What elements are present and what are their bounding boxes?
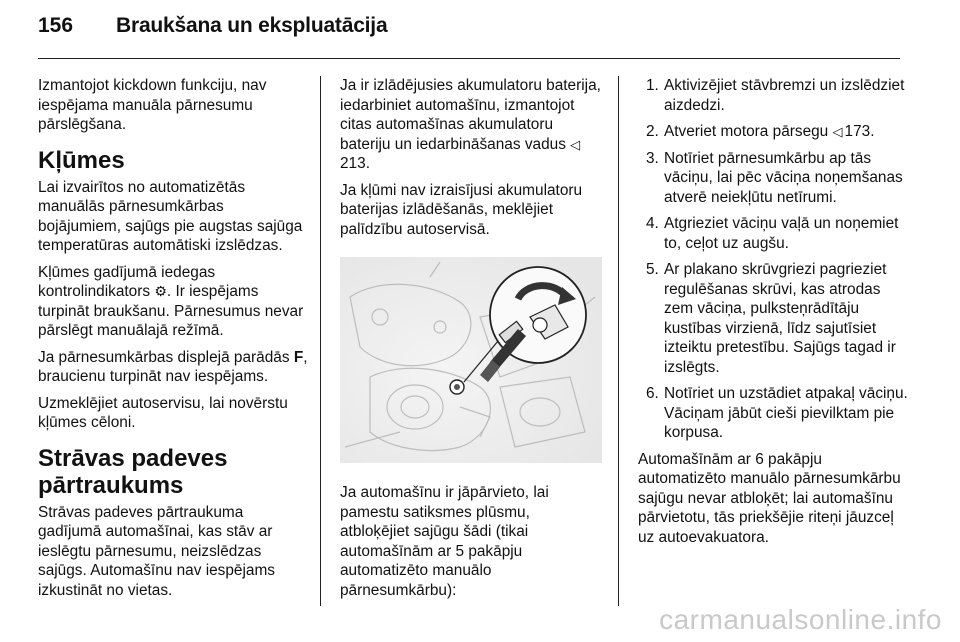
relocate-paragraph: Ja automašīnu ir jāpārvieto, lai pamestu satiksmes plūsmu, atbloķējiet sajūgu šādi (tikai automašīnām ar 5 pakāpju automatizēto manuālo pārnesumkārbu): — [340, 484, 549, 599]
six-speed-paragraph: Automašīnām ar 6 pakāpju automatizēto manuālo pārnesumkārbu sajūgu nevar atbloķēt; lai automašīnu pārvietotu, tās priekšējie riteņi jāuzceļ uz autoevakuatora. — [638, 450, 901, 546]
power-outage-paragraph: Strāvas padeves pārtraukuma gadījumā automašīnai, kas stāv ar ieslēgtu pārnesumu, neizslēdzas sajūgs. Automašīnu nav iespējams izkustināt no vietas. — [38, 503, 275, 599]
step-number: 5. — [646, 261, 659, 278]
faults-heading: Kļūmes — [38, 146, 125, 174]
step-number: 2. — [646, 123, 659, 140]
column-2 — [340, 76, 602, 607]
step-text: Atgrieziet vāciņu vaļā un noņemiet to, ceļot uz augšu. — [664, 215, 899, 252]
column-1 — [38, 76, 310, 607]
watermark: carmanualsonline.info — [659, 604, 942, 635]
text-span: Ja pārnesumkārbas displejā parādās — [38, 348, 294, 366]
step-number: 3. — [646, 149, 659, 167]
clutch-release-illustration — [340, 257, 602, 463]
page-ref-link[interactable]: 173 — [844, 123, 871, 140]
faults-paragraph-1: Lai izvairītos no automatizētās manuālās pārnesumkārbas bojājumiem, sajūgs pie augstas sajūga temperatūras automātiski izslēdzas. — [38, 178, 303, 254]
step-number: 6. — [646, 385, 659, 402]
list-item — [638, 214, 908, 253]
text-span: , braucienu turpināt nav iespējams. — [38, 348, 308, 385]
column-3 — [638, 76, 908, 554]
transmission-fault-icon: ⚙ — [154, 283, 167, 299]
step-text: . — [870, 123, 875, 140]
power-outage-heading: Strāvas padeves pārtraukums — [38, 444, 228, 499]
column-divider-1 — [320, 76, 321, 606]
text-span: Kļūmes gadījumā iedegas kontrolindikators — [38, 263, 216, 300]
text-span: . — [365, 155, 370, 172]
page-ref-arrow-icon: ◁ — [832, 124, 843, 139]
list-item — [638, 260, 908, 377]
page-ref-link[interactable]: 213 — [340, 155, 366, 172]
page-header — [38, 14, 387, 48]
faults-paragraph-3 — [38, 348, 310, 387]
header-rule — [38, 58, 900, 59]
text-span: Ja ir izlādējusies akumulatoru baterija, iedarbiniet automašīnu, izmantojot citas automašīnas akumulatoru bateriju un iedarbināšanas vadus — [340, 77, 601, 153]
list-item — [638, 384, 908, 443]
column-divider-2 — [618, 76, 619, 606]
chapter-title: Braukšana un ekspluatācija — [116, 14, 388, 37]
step-number: 1. — [646, 77, 659, 94]
battery-paragraph — [340, 76, 602, 174]
page-ref-arrow-icon: ◁ — [570, 136, 581, 152]
kickdown-paragraph: Izmantojot kickdown funkciju, nav iespējama manuāla pārnesumu pārslēgšana. — [38, 77, 267, 133]
step-number: 4. — [646, 215, 659, 232]
list-item — [638, 122, 908, 142]
step-text: Notīriet pārnesumkārbu ap tās vāciņu, lai pēc vāciņa noņemšanas atverē neiekļūtu netīrumi. — [664, 149, 903, 206]
procedure-steps — [638, 76, 908, 443]
service-paragraph: Ja kļūmi nav izraisījusi akumulatoru baterijas izlādēšanās, meklējiet palīdzību autoservisā. — [340, 181, 583, 238]
display-letter-f: F — [293, 348, 304, 366]
step-text: Atveriet motora pārsegu — [664, 123, 833, 140]
step-text: Notīriet un uzstādiet atpakaļ vāciņu. Vāciņam jābūt cieši pievilktam pie korpusa. — [664, 385, 908, 441]
step-text: Aktivizējiet stāvbremzi un izslēdziet aizdedzi. — [664, 77, 905, 114]
text-span: . Ir iespējams turpināt braukšanu. Pārnesumus nevar pārslēgt manuālajā režīmā. — [38, 283, 304, 339]
step-text: Ar plakano skrūvgriezi pagrieziet regulēšanas skrūvi, kas atrodas zem vāciņa, pulksteņrādītāju kustības virzienā, līdz sajutīsiet izteiktu pretestību. Sajūgs tagad ir izslēgts. — [664, 261, 896, 376]
page-number: 156 — [38, 14, 74, 37]
list-item — [638, 76, 908, 115]
faults-paragraph-2 — [38, 263, 310, 341]
list-item — [638, 149, 908, 208]
faults-paragraph-4: Uzmeklējiet autoservisu, lai novērstu kļūmes cēloni. — [38, 394, 288, 431]
